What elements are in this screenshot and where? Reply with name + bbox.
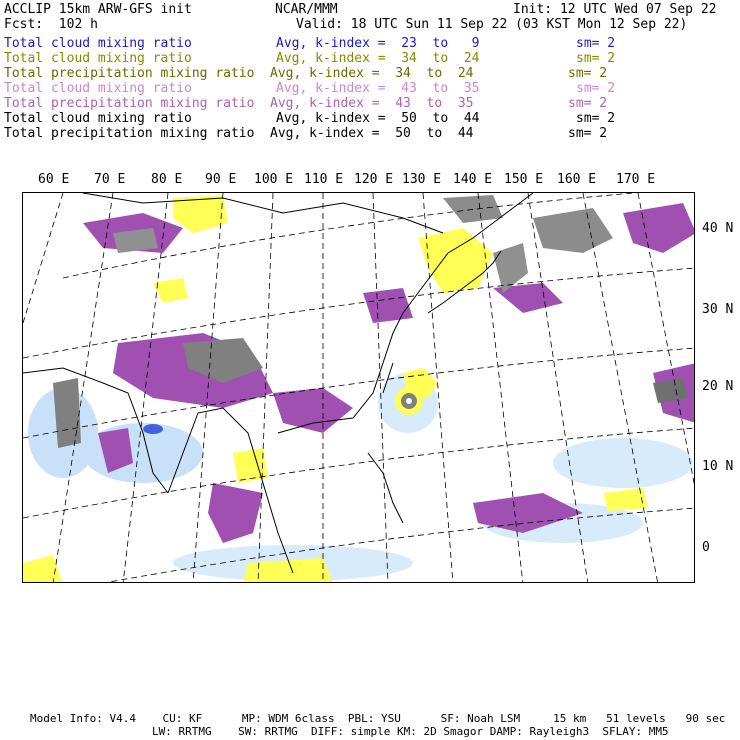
- lat-label-20n: 20 N: [702, 379, 734, 394]
- cloud-area-blue: [143, 424, 163, 434]
- lat-label-30n: 30 N: [702, 302, 734, 317]
- lat-label-40n: 40 N: [702, 221, 734, 236]
- cloud-area-gray: [53, 378, 81, 448]
- legend-smooth-7: sm= 2: [568, 126, 608, 141]
- lon-label-100e: 100 E: [254, 172, 294, 187]
- legend-smooth-5: sm= 2: [568, 96, 608, 111]
- cloud-area-purple: [363, 288, 413, 323]
- valid-time: Valid: 18 UTC Sun 11 Sep 22 (03 KST Mon 12 Sep 22): [296, 17, 688, 32]
- lon-label-170e: 170 E: [616, 172, 656, 187]
- legend-range-7: Avg, k-index = 50 to 44: [270, 126, 474, 141]
- legend-field-6: Total cloud mixing ratio: [4, 111, 192, 126]
- map-panel: [22, 192, 695, 583]
- model-info-line-2: LW: RRTMG SW: RRTMG DIFF: simple KM: 2D Smagor DAMP: Rayleigh3 SFLAY: MM5: [152, 725, 669, 738]
- model-info-line-1: Model Info: V4.4 CU: KF MP: WDM 6class PBL: YSU SF: Noah LSM 15 km 51 levels 90 sec: [30, 712, 726, 725]
- legend-range-1: Avg, k-index = 23 to 9: [276, 36, 480, 51]
- cloud-area-yellow: [603, 488, 648, 511]
- legend-range-6: Avg, k-index = 50 to 44: [276, 111, 480, 126]
- lon-label-160e: 160 E: [557, 172, 597, 187]
- cloud-area-gray: [533, 208, 613, 253]
- cloud-area-gray: [443, 195, 503, 223]
- forecast-hour: Fcst: 102 h: [4, 17, 98, 32]
- legend-smooth-2: sm= 2: [576, 51, 616, 66]
- legend-range-5: Avg, k-index = 43 to 35: [270, 96, 474, 111]
- legend-smooth-6: sm= 2: [576, 111, 616, 126]
- legend-smooth-1: sm= 2: [576, 36, 616, 51]
- legend-field-7: Total precipitation mixing ratio: [4, 126, 255, 141]
- legend-smooth-4: sm= 2: [576, 81, 616, 96]
- lon-label-110e: 110 E: [304, 172, 344, 187]
- lon-label-140e: 140 E: [453, 172, 493, 187]
- cloud-area-yellow: [418, 228, 493, 293]
- legend-field-1: Total cloud mixing ratio: [4, 36, 192, 51]
- cloud-area-purple: [623, 203, 695, 253]
- legend-range-3: Avg, k-index = 34 to 24: [270, 66, 474, 81]
- lon-label-120e: 120 E: [354, 172, 394, 187]
- cloud-area-yellow: [153, 278, 188, 303]
- typhoon-eye: [406, 398, 412, 404]
- legend-field-2: Total cloud mixing ratio: [4, 51, 192, 66]
- legend-field-4: Total cloud mixing ratio: [4, 81, 192, 96]
- coastline-philippines: [368, 453, 403, 523]
- meridian-60e: [23, 193, 63, 323]
- lon-label-60e: 60 E: [38, 172, 70, 187]
- model-title: ACCLIP 15km ARW-GFS init: [4, 2, 192, 17]
- cloud-area-purple: [208, 483, 263, 543]
- map-plot: [23, 193, 695, 583]
- lon-label-90e: 90 E: [205, 172, 237, 187]
- lon-label-80e: 80 E: [151, 172, 183, 187]
- organization-label: NCAR/MMM: [275, 2, 338, 17]
- cloud-area-lightblue: [553, 438, 693, 488]
- legend-field-3: Total precipitation mixing ratio: [4, 66, 255, 81]
- legend-smooth-3: sm= 2: [568, 66, 608, 81]
- legend-range-4: Avg, k-index = 43 to 35: [276, 81, 480, 96]
- legend-range-2: Avg, k-index = 34 to 24: [276, 51, 480, 66]
- lat-label-10n: 10 N: [702, 459, 734, 474]
- lon-label-70e: 70 E: [94, 172, 126, 187]
- lon-label-150e: 150 E: [504, 172, 544, 187]
- cloud-area-purple: [273, 388, 353, 433]
- lat-label-0: 0: [702, 540, 710, 555]
- lon-label-130e: 130 E: [402, 172, 442, 187]
- init-time: Init: 12 UTC Wed 07 Sep 22: [513, 2, 717, 17]
- legend-field-5: Total precipitation mixing ratio: [4, 96, 255, 111]
